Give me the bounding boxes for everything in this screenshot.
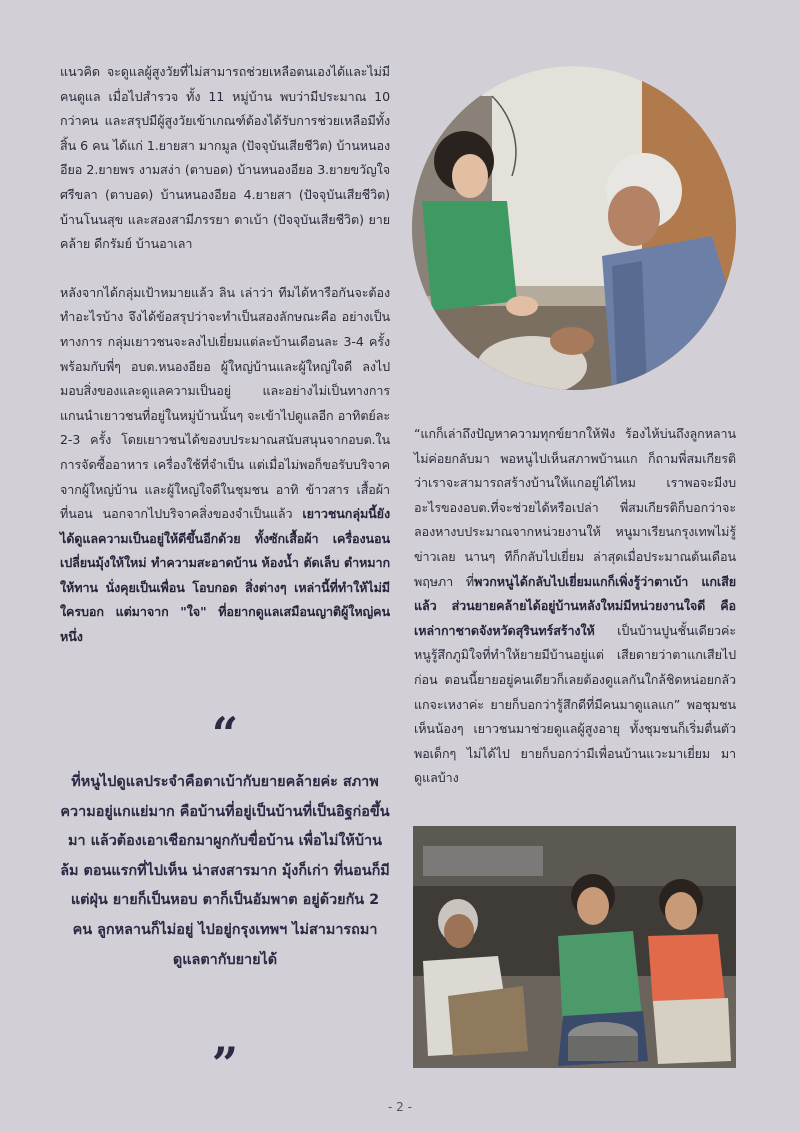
paragraph-activities-bold: เยาวชนกลุ่มนี้ยังได้ดูแลความเป็นอยู่ให้ดีขึ้นอีกด้วย ทั้งซักเสื้อผ้า เครื่องนอน เปลี่ยนมุ้งให้ใหม่ ทำความสะอาดบ้าน ห้องน้ำ ตัดเล็บ ตำหมากให้ทาน นั่งคุยเป็นเพื่อน โอบกอด สิ่งต่างๆ เหล่านี้ที่ทำให้ไม่มีใครบอก แต่มาจาก "ใจ" ที่อยากดูแลเสมือนญาติผู้ใหญ่คนหนึ่ง <box>60 506 390 645</box>
paragraph-activities-text: หลังจากได้กลุ่มเป้าหมายแล้ว ลิน เล่าว่า ทีมได้หารือกันจะต้องทำอะไรบ้าง จึงได้ข้อสรุปว่าจะทำเป็นสองลักษณะคือ อย่างเป็นทางการ กลุ่มเยาวชนจะลงไปเยี่ยมแต่ละบ้านเดือนละ 3-4 ครั้ง พร้อมกับพี่ๆ อบต.หนองอียอ ผู้ใหญ่บ้านและผู้ใหญ่ใจดี ลงไปมอบสิ่งของและดูแลความเป็นอยู่ และอย่างไม่เป็นทางการ แกนนำเยาวชนที่อยู่ในหมู่บ้านนั้นๆ จะเข้าไปดูแลอีก อาทิตย์ละ 2-3 ครั้ง โดยเยาวชนได้ของบประมาณสนับสนุนจากอบต.ในการจัดซื้ออาหาร เครื่องใช้ที่จำเป็น แต่เมื่อไม่พอก็ขอรับบริจาคจากผู้ใหญ่บ้าน และผู้ใหญ่ใจดีในชุมชน อาทิ ข้าวสาร เสื้อผ้า ที่นอน นอกจากไปบริจาคสิ่งของจำเป็นแล้ว <box>60 284 390 522</box>
testimony-bold: พวกหนูได้กลับไปเยี่ยมแกก็เพิ่งรู้ว่าตาเบ้า แกเสียแล้ว ส่วนยายคล้ายได้อยู่บ้านหลังใหม่มีหน่วยงานใจดี คือเหล่ากาชาดจังหวัดสุรินทร์สร้างให้ <box>414 573 736 638</box>
paragraph-activities <box>60 281 390 650</box>
photo-circle-elderly-care <box>412 66 736 390</box>
photo-rect-illustration <box>413 826 736 1068</box>
left-column <box>60 60 390 650</box>
quote-text: ที่หนูไปดูแลประจำคือตาเบ้ากับยายคล้ายค่ะ สภาพความอยู่แกแย่มาก คือบ้านที่อยู่เป็นบ้านที่เป็นอิฐก่อขึ้นมา แล้วต้องเอาเชือกมาผูกกับขื่อบ้าน เพื่อไม่ให้บ้านล้ม ตอนแรกที่ไปเห็น น่าสงสารมาก มุ้งก็เก่า ที่นอนก็มีแต่ฝุ่น ยายก็เป็นหอบ ตาก็เป็นอัมพาต อยู่ด้วยกัน 2 คน ลูกหลานก็ไม่อยู่ ไปอยู่กรุงเทพฯ ไม่สามารถมาดูแลตากับยายได้ <box>60 774 390 968</box>
pull-quote <box>60 707 390 1091</box>
testimony-text-2: เป็นบ้านปูนชั้นเดียวค่ะ หนูรู้สึกภูมิใจที่ทำให้ยายมีบ้านอยู่แต่ เสียดายว่าตาแกเสียไปก่อน ตอนนี้ยายอยู่คนเดียวก็เลยต้องดูแลกันใกล้ชิดหน่อยกลัวแกจะเหงาค่ะ ยายก็บอกว่ารู้สึกดีที่มีคนมาดูแลแก” พอชุมชนเห็นน้องๆ เยาวชนมาช่วยดูแลผู้สูงอายุ ทั้งชุมชนก็เริ่มตื่นตัว พอเด็กๆ ไม่ได้ไป ยายก็บอกว่ามีเพื่อนบ้านแวะมาเยี่ยม มาดูแลบ้าง <box>414 622 736 786</box>
photo-circle-illustration <box>412 66 736 390</box>
page-number: - 2 - <box>388 1100 412 1114</box>
testimony-text-1: “แกก็เล่าถึงปัญหาความทุกข์ยากให้ฟัง ร้องไห้บ่นถึงลูกหลานไม่ค่อยกลับมา พอหนูไปเห็นสภาพบ้านแก ก็ถามพี่สมเกียรติว่าเราจะสามารถสร้างบ้านให้แกอยู่ได้ไหม เราพอจะมีงบอะไรของอบต.ที่จะช่วยได้หรือเปล่า พี่สมเกียรติก็บอกว่าจะลองหางบประมาณจากหน่วยงานให้ หนูมาเรียนกรุงเทพไม่รู้ข่าวเลย นานๆ ทีก็กลับไปเยี่ยม ล่าสุดเมื่อประมาณต้นเดือนพฤษภา ที่ <box>414 426 736 589</box>
quote-close-icon: ” <box>211 1037 239 1091</box>
quote-open-icon: “ <box>211 707 239 761</box>
paragraph-intro: แนวคิด จะดูแลผู้สูงวัยที่ไม่สามารถช่วยเหลือตนเองได้และไม่มีคนดูแล เมื่อไปสำรวจ ทั้ง 11 หมู่บ้าน พบว่ามีประมาณ 10 กว่าคน และสรุปมีผู้สูงวัยเข้าเกณฑ์ต้องได้รับการช่วยเหลือมีทั้งสิ้น 6 คน ได้แก่ 1.ยายสา มากมูล (ปัจจุบันเสียชีวิต) บ้านหนองอียอ 2.ยายพร งามสง่า (ตาบอด) บ้านหนองอียอ 3.ยายขวัญใจ ศรีขลา (ตาบอด) บ้านหนองอียอ 4.ยายสา (ปัจจุบันเสียชีวิต) บ้านโนนสุข และสองสามีภรรยา ตาเบ้า (ปัจจุบันเสียชีวิต) ยายคล้าย ดีกรัมย์ บ้านอาเลา <box>60 64 390 252</box>
paragraph-testimony <box>414 422 736 791</box>
photo-group-visit <box>413 826 736 1068</box>
right-column <box>414 422 736 791</box>
